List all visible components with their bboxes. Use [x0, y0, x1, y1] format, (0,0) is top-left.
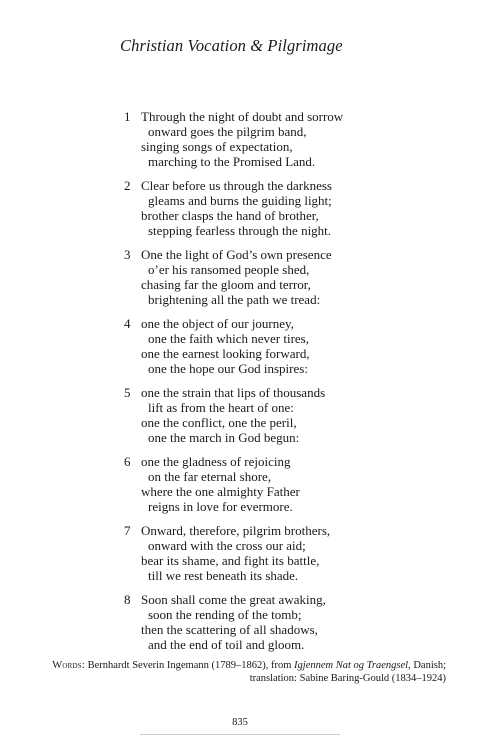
source-title: Igjennem Nat og Traengsel — [294, 660, 409, 671]
section-title: Christian Vocation & Pilgrimage — [120, 36, 343, 55]
verse-line: one the strain that lips of thousands — [141, 385, 326, 400]
translation-text: translation: Sabine Baring-Gould (1834–1924) — [249, 673, 446, 684]
verse-line: brightening all the path we tread: — [148, 292, 321, 307]
verse-line: then the scattering of all shadows, — [141, 622, 318, 637]
verse-number: 6 — [124, 454, 131, 469]
bottom-rule — [140, 734, 340, 735]
verse-line: gleams and burns the guiding light; — [148, 193, 332, 208]
verse-line: chasing far the gloom and terror, — [141, 277, 311, 292]
verse-5 — [124, 385, 424, 445]
verse-4 — [124, 316, 424, 376]
verse-number: 3 — [124, 247, 131, 262]
verse-line: on the far eternal shore, — [148, 469, 272, 484]
page-number: 835 — [232, 717, 248, 728]
verse-line: one the earnest looking forward, — [141, 346, 310, 361]
words-label: Words: — [52, 660, 85, 671]
verse-line: singing songs of expectation, — [141, 139, 293, 154]
verse-line: Clear before us through the darkness — [141, 178, 332, 193]
verse-number: 7 — [124, 523, 131, 538]
verse-number: 8 — [124, 592, 131, 607]
credits-line-words — [52, 659, 446, 672]
verse-line: reigns in love for evermore. — [148, 499, 293, 514]
verse-line: onward with the cross our aid; — [148, 538, 306, 553]
verse-line: one the conflict, one the peril, — [141, 415, 297, 430]
verse-line: one the faith which never tires, — [148, 331, 309, 346]
verse-1 — [124, 109, 424, 169]
verse-line: Through the night of doubt and sorrow — [141, 109, 344, 124]
verse-line: one the gladness of rejoicing — [141, 454, 291, 469]
verse-line: lift as from the heart of one: — [148, 400, 294, 415]
verse-line: Soon shall come the great awaking, — [141, 592, 326, 607]
hymn-credits — [52, 659, 446, 685]
verse-line: Onward, therefore, pilgrim brothers, — [141, 523, 331, 538]
verse-list — [124, 109, 424, 661]
verse-line: marching to the Promised Land. — [148, 154, 316, 169]
verse-6 — [124, 454, 424, 514]
verse-line: One the light of God’s own presence — [141, 247, 332, 262]
verse-7 — [124, 523, 424, 583]
verse-number: 5 — [124, 385, 131, 400]
author-text: Bernhardt Severin Ingemann (1789–1862), from — [87, 660, 292, 671]
verse-line: till we rest beneath its shade. — [148, 568, 299, 583]
verse-number: 2 — [124, 178, 131, 193]
verse-line: o’er his ransomed people shed, — [148, 262, 310, 277]
verse-line: brother clasps the hand of brother, — [141, 208, 319, 223]
verse-number: 1 — [124, 109, 131, 124]
verse-line: one the hope our God inspires: — [148, 361, 308, 376]
verse-line: soon the rending of the tomb; — [148, 607, 302, 622]
verse-line: one the object of our journey, — [141, 316, 294, 331]
verse-2 — [124, 178, 424, 238]
verse-8 — [124, 592, 424, 652]
verse-number: 4 — [124, 316, 131, 331]
verse-line: stepping fearless through the night. — [148, 223, 332, 238]
verse-line: one the march in God begun: — [148, 430, 300, 445]
language-text: , Danish; — [408, 660, 446, 671]
verse-3 — [124, 247, 424, 307]
verse-line: where the one almighty Father — [141, 484, 300, 499]
verse-line: onward goes the pilgrim band, — [148, 124, 307, 139]
verse-line: and the end of toil and gloom. — [148, 637, 305, 652]
verse-line: bear its shame, and fight its battle, — [141, 553, 320, 568]
